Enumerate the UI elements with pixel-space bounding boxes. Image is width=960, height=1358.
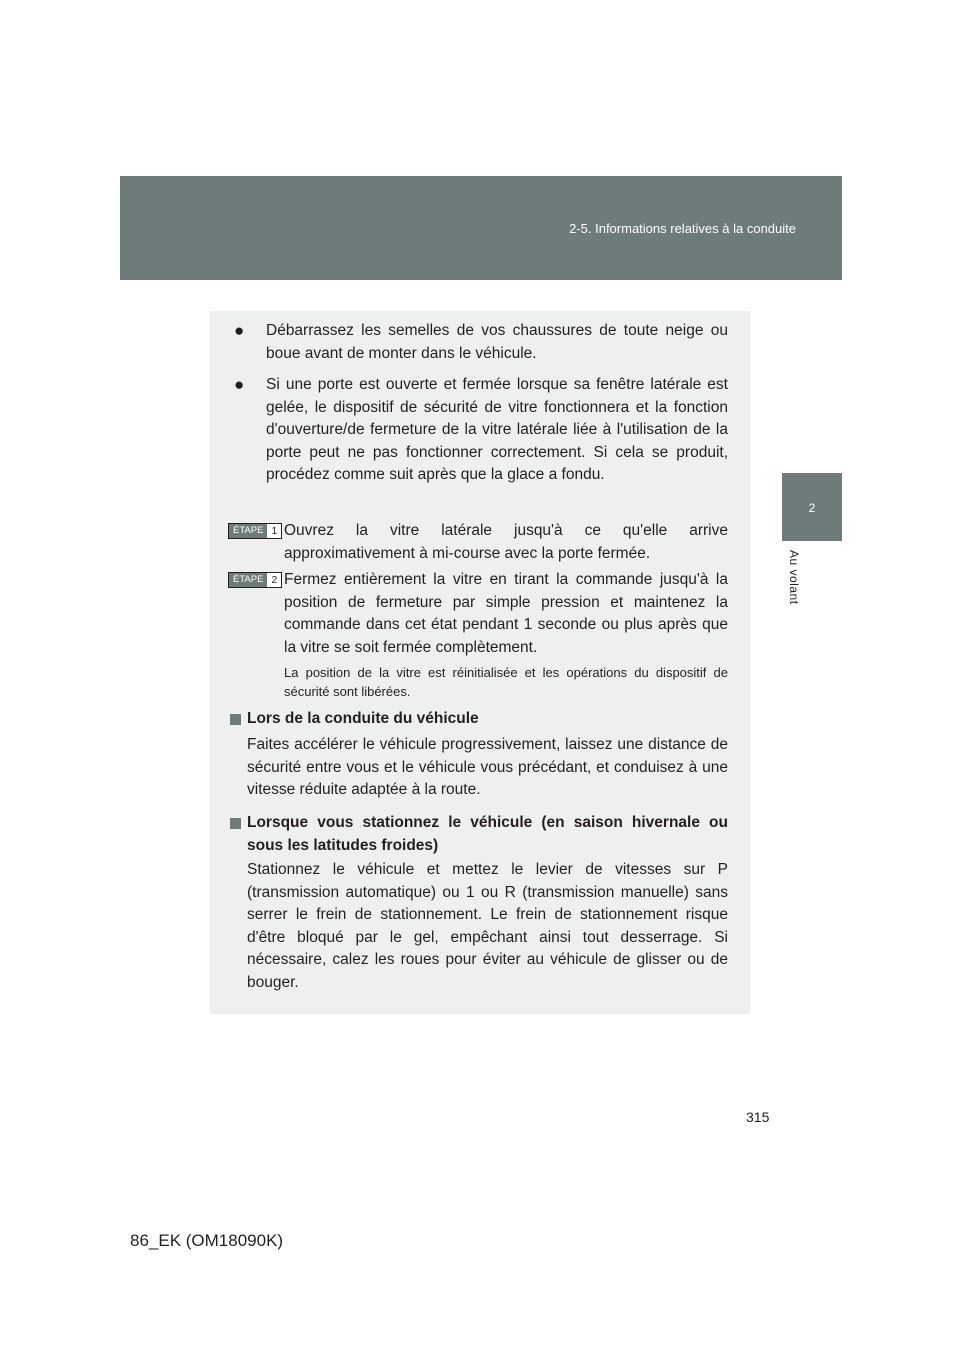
step-note: La position de la vitre est réinitialisée et les opérations du dispositif de sécurité sont libérées.: [284, 665, 728, 699]
bullet-icon: ●: [234, 375, 245, 394]
section-2-body: Stationnez le véhicule et mettez le levier de vitesses sur P (transmission automatique) ou 1 ou R (transmission manuelle) sans serrer le frein de stationnement. Le frein de stationnement risque d'être bloqué par le gel, empêchant ainsi tout desserrage. Si nécessaire, calez les roues pour éviter au véhicule de glisser ou de bouger.: [247, 861, 728, 991]
step-1-text: Ouvrez la vitre latérale jusqu'à ce qu'elle arrive approximativement à mi-course avec la porte fermée.: [284, 522, 728, 562]
section-1-heading: Lors de la conduite du véhicule: [247, 710, 479, 727]
section-square-icon: [230, 818, 241, 829]
step-label: ÉTAPE: [229, 573, 267, 587]
bullet-icon: ●: [234, 321, 245, 340]
document-code: 86_EK (OM18090K): [130, 1231, 284, 1250]
step-label: ÉTAPE: [229, 524, 267, 538]
chapter-tab: [782, 473, 842, 541]
step-2-text: Fermez entièrement la vitre en tirant la commande jusqu'à la position de fermeture par simple pression et maintenez la commande dans cet état pendant 1 seconde ou plus après que la vitre se soit fermée complètement.: [284, 571, 728, 656]
section-2-heading: Lorsque vous stationnez le véhicule (en saison hivernale ou sous les latitudes froides): [247, 814, 728, 854]
section-1-body: Faites accélérer le véhicule progressivement, laissez une distance de sécurité entre vous et le véhicule vous précédant, et conduisez à une vitesse réduite adaptée à la route.: [247, 736, 728, 798]
step-2-badge: [228, 572, 282, 588]
content-box: [210, 311, 750, 1014]
section-title: 2-5. Informations relatives à la conduite: [569, 221, 796, 236]
bullet-text-2: Si une porte est ouverte et fermée lorsque sa fenêtre latérale est gelée, le dispositif de sécurité de vitre fonctionnera et la fonction d'ouverture/de fermeture de la vitre latérale liée à l'utilisation de la porte peut ne pas fonctionner correctement. Si cela se produit, procédez comme suit après que la glace a fondu.: [266, 376, 728, 483]
header-band: [120, 176, 842, 280]
bullet-text-1: Débarrassez les semelles de vos chaussures de toute neige ou boue avant de monter dans le véhicule.: [266, 322, 728, 362]
step-number: 1: [271, 525, 278, 537]
step-number: 2: [271, 574, 278, 586]
chapter-number: 2: [808, 501, 816, 515]
step-1-badge: [228, 523, 282, 539]
chapter-label: Au volant: [787, 550, 801, 605]
page-number: 315: [746, 1109, 770, 1125]
section-square-icon: [230, 714, 241, 725]
